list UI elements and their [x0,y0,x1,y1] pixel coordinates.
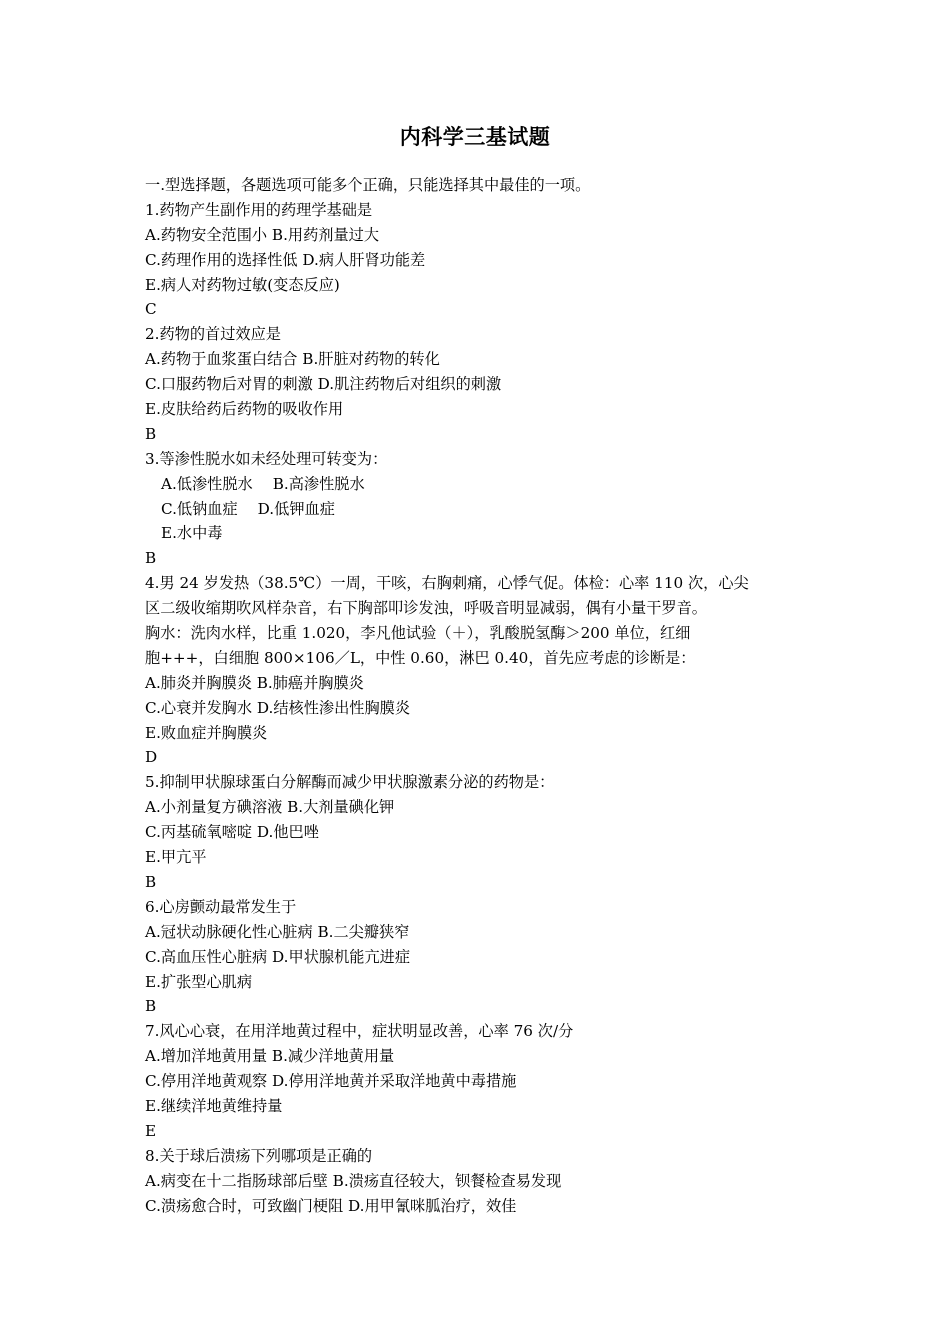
question-1-option-e: E.病人对药物过敏(变态反应) [145,275,340,294]
question-3-options-ab: A.低渗性脱水 B.高渗性脱水 [161,474,365,493]
question-1-stem: 1.药物产生副作用的药理学基础是 [145,200,373,219]
question-6-options-ab: A.冠状动脉硬化性心脏病 B.二尖瓣狭窄 [145,922,410,941]
question-7-options-cd: C.停用洋地黄观察 D.停用洋地黄并采取洋地黄中毒措施 [145,1072,517,1091]
question-2-answer: B [145,424,157,443]
question-4-stem-line-1: 4.男 24 岁发热（38.5℃）一周，干咳，右胸刺痛，心悸气促。体检：心率 110 次，心尖 [145,574,749,593]
question-5-stem: 5.抑制甲状腺球蛋白分解酶而减少甲状腺激素分泌的药物是： [145,773,555,792]
question-4-stem-line-4: 胞+++，白细胞 800×106／L，中性 0.60，淋巴 0.40，首先应考虑的诊断是： [145,648,696,667]
question-4-option-e: E.败血症并胸膜炎 [145,723,268,742]
question-1-options-cd: C.药理作用的选择性低 D.病人肝肾功能差 [145,250,426,269]
question-7-answer: E [145,1121,157,1140]
question-4-options-cd: C.心衰并发胸水 D.结核性渗出性胸膜炎 [145,698,411,717]
question-3-option-e: E.水中毒 [161,524,223,543]
question-5-answer: B [145,872,157,891]
question-5-option-e: E.甲亢平 [145,848,207,867]
question-6-option-e: E.扩张型心肌病 [145,972,253,991]
question-2-options-cd: C.口服药物后对胃的刺激 D.肌注药物后对组织的刺激 [145,375,502,394]
question-6-options-cd: C.高血压性心脏病 D.甲状腺机能亢进症 [145,947,411,966]
question-4-options-ab: A.肺炎并胸膜炎 B.肺癌并胸膜炎 [145,673,364,692]
question-6-stem: 6.心房颤动最常发生于 [145,897,297,916]
question-2-options-ab: A.药物于血浆蛋白结合 B.肝脏对药物的转化 [145,350,440,369]
question-4-stem-line-3: 胸水：洗肉水样，比重 1.020，李凡他试验（＋），乳酸脱氢酶＞200 单位，红细 [145,624,691,643]
page-title: 内科学三基试题 [399,124,551,149]
question-1-answer: C [145,300,157,319]
question-7-option-e: E.继续洋地黄维持量 [145,1096,283,1115]
question-6-answer: B [145,997,157,1016]
question-1-options-ab: A.药物安全范围小 B.用药剂量过大 [145,225,380,244]
question-7-stem: 7.风心心衰，在用洋地黄过程中，症状明显改善，心率 76 次/分 [145,1022,574,1041]
question-2-option-e: E.皮肤给药后药物的吸收作用 [145,400,344,419]
document-body [145,173,805,1218]
question-8-stem: 8.关于球后溃疡下列哪项是正确的 [145,1146,373,1165]
question-4-answer: D [145,748,158,767]
question-5-options-ab: A.小剂量复方碘溶液 B.大剂量碘化钾 [145,798,395,817]
question-8-options-cd: C.溃疡愈合时，可致幽门梗阻 D.用甲氰咪胍治疗，效佳 [145,1196,517,1215]
question-3-stem: 3.等渗性脱水如未经处理可转变为： [145,449,388,468]
question-3-answer: B [145,549,157,568]
question-5-options-cd: C.丙基硫氧嘧啶 D.他巴唑 [145,823,319,842]
question-7-options-ab: A.增加洋地黄用量 B.减少洋地黄用量 [145,1047,395,1066]
question-3-options-cd: C.低钠血症 D.低钾血症 [161,499,335,518]
intro-text: 一.型选择题，各题选项可能多个正确，只能选择其中最佳的一项。 [145,176,591,194]
question-8-options-ab: A.病变在十二指肠球部后壁 B.溃疡直径较大，钡餐检查易发现 [145,1171,562,1190]
question-4-stem-line-2: 区二级收缩期吹风样杂音，右下胸部叩诊发浊，呼吸音明显减弱，偶有小量干罗音。 [145,599,707,618]
question-2-stem: 2.药物的首过效应是 [145,325,281,344]
